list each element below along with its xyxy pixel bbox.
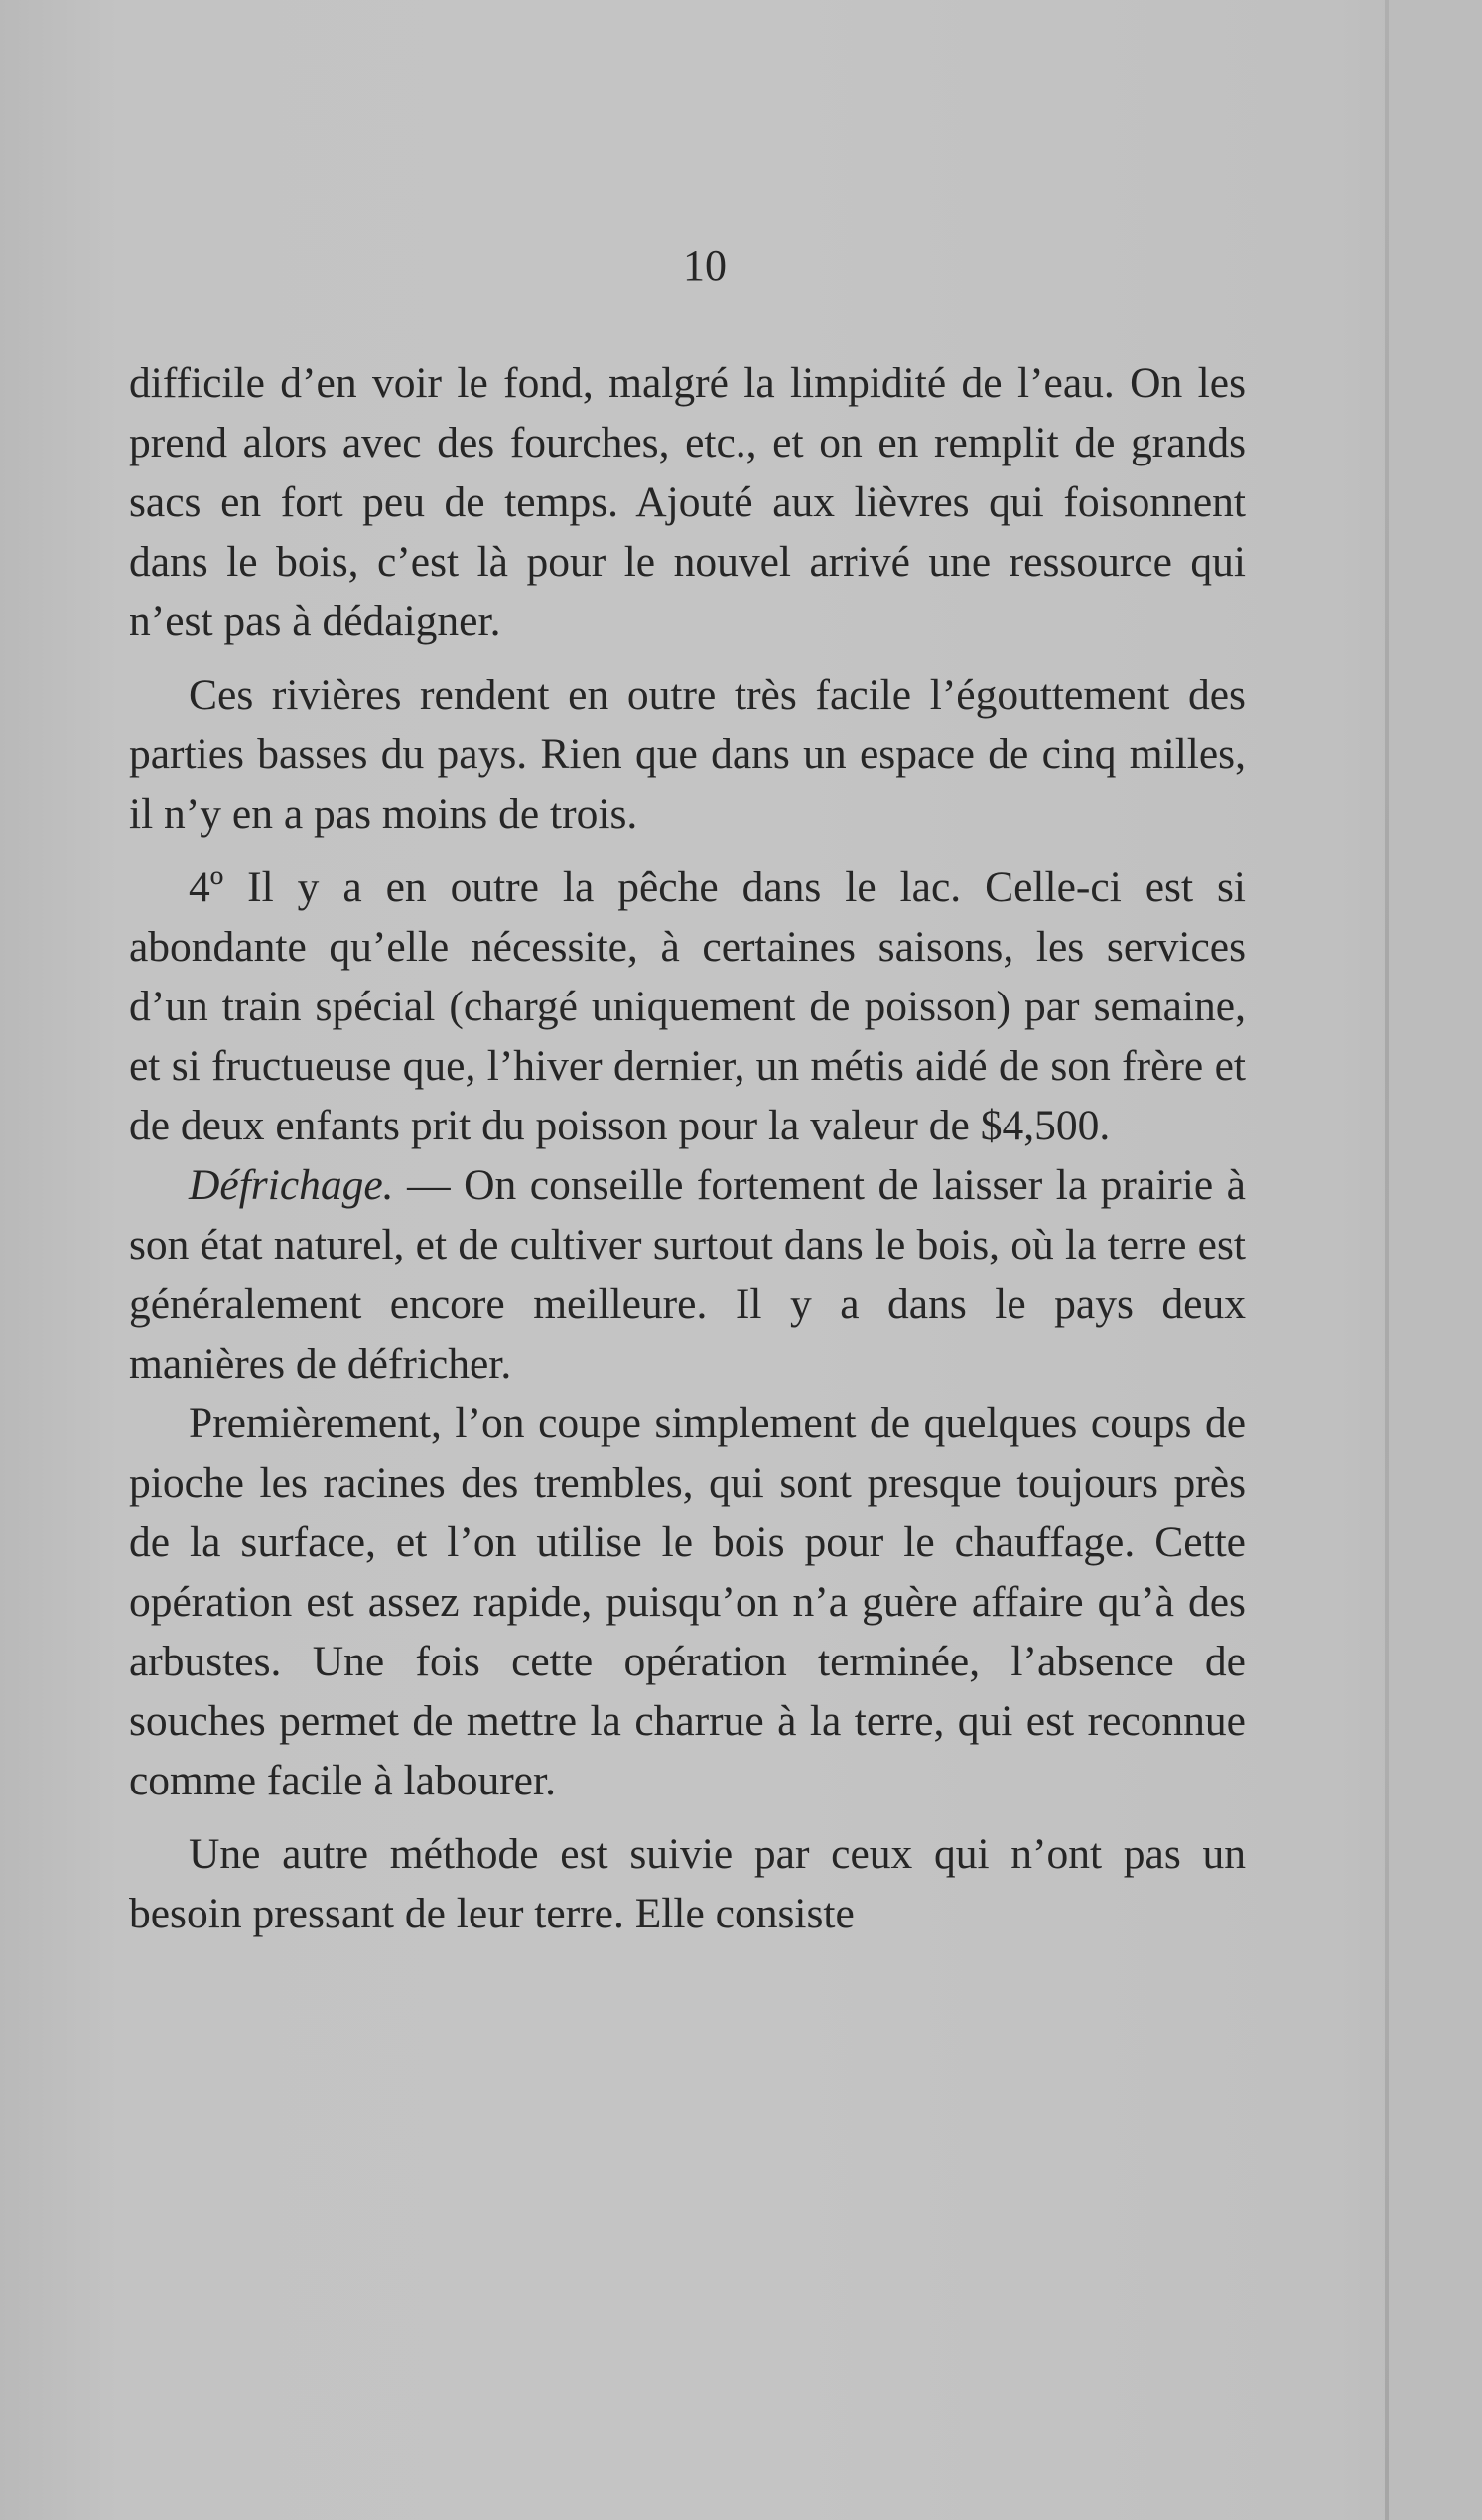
paragraph-drainage: Ces rivières rendent en outre très facile l’égouttement des parties basses du pays. Rien que dans un espace de cinq milles, il n’y en a pas moins de trois.	[129, 671, 1246, 838]
page-margin-shade	[1389, 0, 1482, 2520]
section-heading-defrichage: Défrichage.	[189, 1161, 394, 1209]
paragraph-lake-fishing: 4º Il y a en outre la pêche dans le lac. Celle-ci est si abondante qu’elle nécessite, à certaines saisons, les services d’un train spécial (chargé uniquement de poisson) par semaine, et si fructueuse que, l’hiver dernier, un métis aidé de son frère et de deux enfants prit du poisson pour la valeur de $4,500.	[129, 863, 1246, 1149]
paragraph-second-method: Une autre méthode est suivie par ceux qui n’ont pas un besoin pressant de leur terre. Elle consiste	[129, 1830, 1246, 1937]
paragraph-clearing-text: — On conseille fortement de laisser la prairie à son état naturel, et de cultiver surtout dans le bois, où la terre est généralement encore meilleure. Il y a dans le pays deux manières de défricher.	[129, 1161, 1246, 1388]
page-number: 10	[683, 241, 727, 290]
paragraph-first-method: Premièrement, l’on coupe simplement de quelques coups de pioche les racines des trembles, qui sont presque toujours près de la surface, et l’on utilise le bois pour le chauffage. Cette opération est assez rapide, puisqu’on n’a guère affaire qu’à des arbustes. Une fois cette opération terminée, l’absence de souches permet de mettre la charrue à la terre, qui est reconnue comme facile à labourer.	[129, 1399, 1246, 1804]
body-text	[129, 353, 1246, 1943]
paragraph-fish-in-rivers: difficile d’en voir le fond, malgré la limpidité de l’eau. On les prend alors avec des fourches, etc., et on en remplit de grands sacs en fort peu de temps. Ajouté aux lièvres qui foisonnent dans le bois, c’est là pour le nouvel arrivé une ressource qui n’est pas à dédaigner.	[129, 359, 1246, 645]
paragraph-clearing	[129, 1155, 1246, 1393]
